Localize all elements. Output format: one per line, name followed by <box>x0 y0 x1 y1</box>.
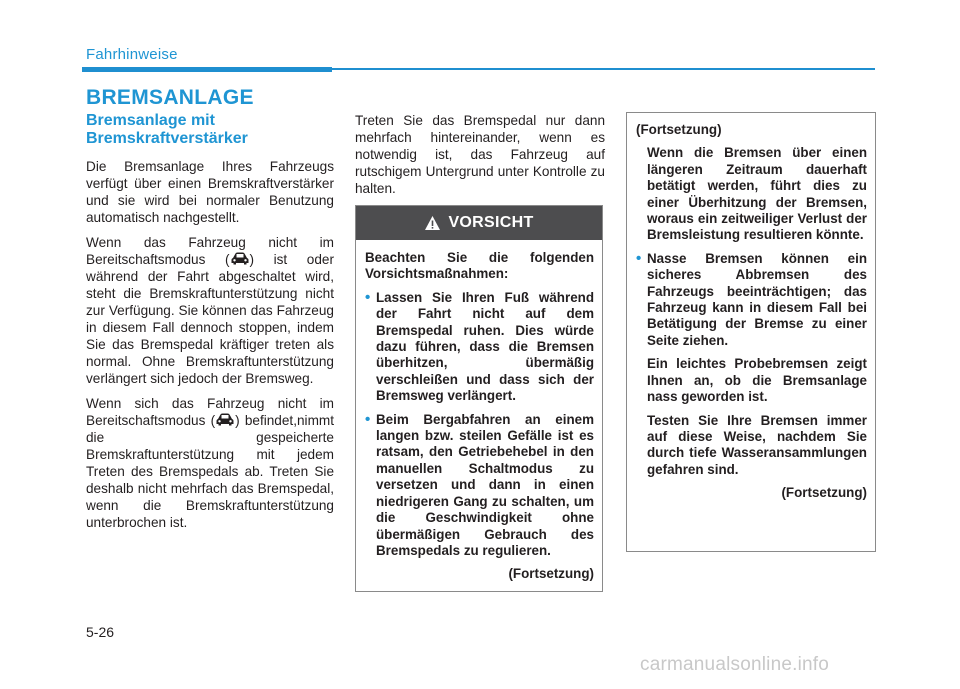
continued-label: (Fortsetzung) <box>508 566 594 582</box>
column-left <box>86 112 334 539</box>
header-rule-thick <box>82 67 332 72</box>
paragraph: Wenn das Fahrzeug nicht im Bereitschaftsmodus ( ) ist oder während der Fahrt abgeschaltet wird, steht die Bremskraftunterstützung nicht zur Verfügung. Sie können das Fahrzeug in diesem Fall dennoch stoppen, indem Sie das Bremspedal kräftiger treten als normal. Ohne Bremskraftunterstützung verlängert sich jedoch der Bremsweg. <box>86 235 334 386</box>
warning-triangle-icon <box>424 215 441 231</box>
paragraph: Ein leichtes Probebremsen zeigt Ihnen an, ob die Bremsanlage nass geworden ist. <box>647 356 867 405</box>
caution-title: VORSICHT <box>448 214 534 231</box>
caution-body <box>356 240 602 583</box>
continuation-header: (Fortsetzung) <box>636 122 722 137</box>
continued-label: (Fortsetzung) <box>781 485 867 501</box>
paragraph: Wenn die Bremsen über einen längeren Zeitraum dauerhaft betätigt werden, führt dies zu einer Überhitzung der Bremsen, woraus ein zeitweiliger Verlust der Bremsleistung resultieren könnte. <box>647 145 867 243</box>
paragraph: Die Bremsanlage Ihres Fahrzeugs verfügt über einen Bremskraftverstärker und sie wird bei normaler Benutzung automatisch nachgestellt. <box>86 159 334 225</box>
continuation-box <box>626 112 876 552</box>
caution-box <box>355 205 603 592</box>
car-ready-icon <box>230 251 250 267</box>
caution-header <box>356 206 602 240</box>
paragraph: Testen Sie Ihre Bremsen immer auf diese Weise, nachdem Sie durch tiefe Wasseransammlungen gefahren sind. <box>647 412 867 477</box>
column-middle <box>355 112 605 205</box>
page-number: 5-26 <box>86 624 115 640</box>
bullet-dot: • <box>636 249 642 267</box>
car-ready-icon <box>215 412 235 428</box>
paragraph: Wenn sich das Fahrzeug nicht im Bereitschaftsmodus ( ) befindet,nimmt die gespeicherte Bremskraftunterstützung mit jedem Treten des Bremspedals ab. Treten Sie deshalb nicht mehrfach das Bremspedal, wenn die Bremskraftunterstützung unterbrochen ist. <box>86 396 334 530</box>
bullet-dot: • <box>365 288 371 306</box>
subheading: Bremsanlage mit Bremskraftverstärker <box>86 112 248 147</box>
list-item: • Beim Bergabfahren an einem langen bzw. steilen Gefälle ist es ratsam, den Getriebehebel in den manuellen Schaltmodus zu versetzen und dann in einen niedrigeren Gang zu schalten, um die Geschwindigkeit ohne übermäßigen Gebrauch des Bremspedals zu regulieren. <box>365 410 594 558</box>
watermark: carmanualsonline.info <box>640 654 830 675</box>
section-header-label: Fahrhinweise <box>86 46 178 63</box>
page-title: BREMSANLAGE <box>86 86 254 109</box>
bullet-dot: • <box>365 410 371 428</box>
header-rule-thin <box>332 68 875 70</box>
list-item: • Lassen Sie Ihren Fuß während der Fahrt nicht auf dem Bremspedal ruhen. Dies würde dazu führen, dass die Bremsen überhitzen, übermäßig verschleißen und dass sich der Bremsweg verlängert. <box>365 288 594 404</box>
list-item: • Nasse Bremsen können ein sicheres Abbremsen des Fahrzeugs beeinträchtigen; das Fahrzeug kann in diesem Fall bei Betätigung der Bremse zu einer Seite ziehen. <box>636 249 867 348</box>
paragraph: Treten Sie das Bremspedal nur dann mehrfach hintereinander, wenn es notwendig ist, das Fahrzeug auf rutschigem Untergrund unter Kontrolle zu halten. <box>355 113 605 196</box>
caution-intro: Beachten Sie die folgenden Vorsichtsmaßnahmen: <box>365 250 594 282</box>
